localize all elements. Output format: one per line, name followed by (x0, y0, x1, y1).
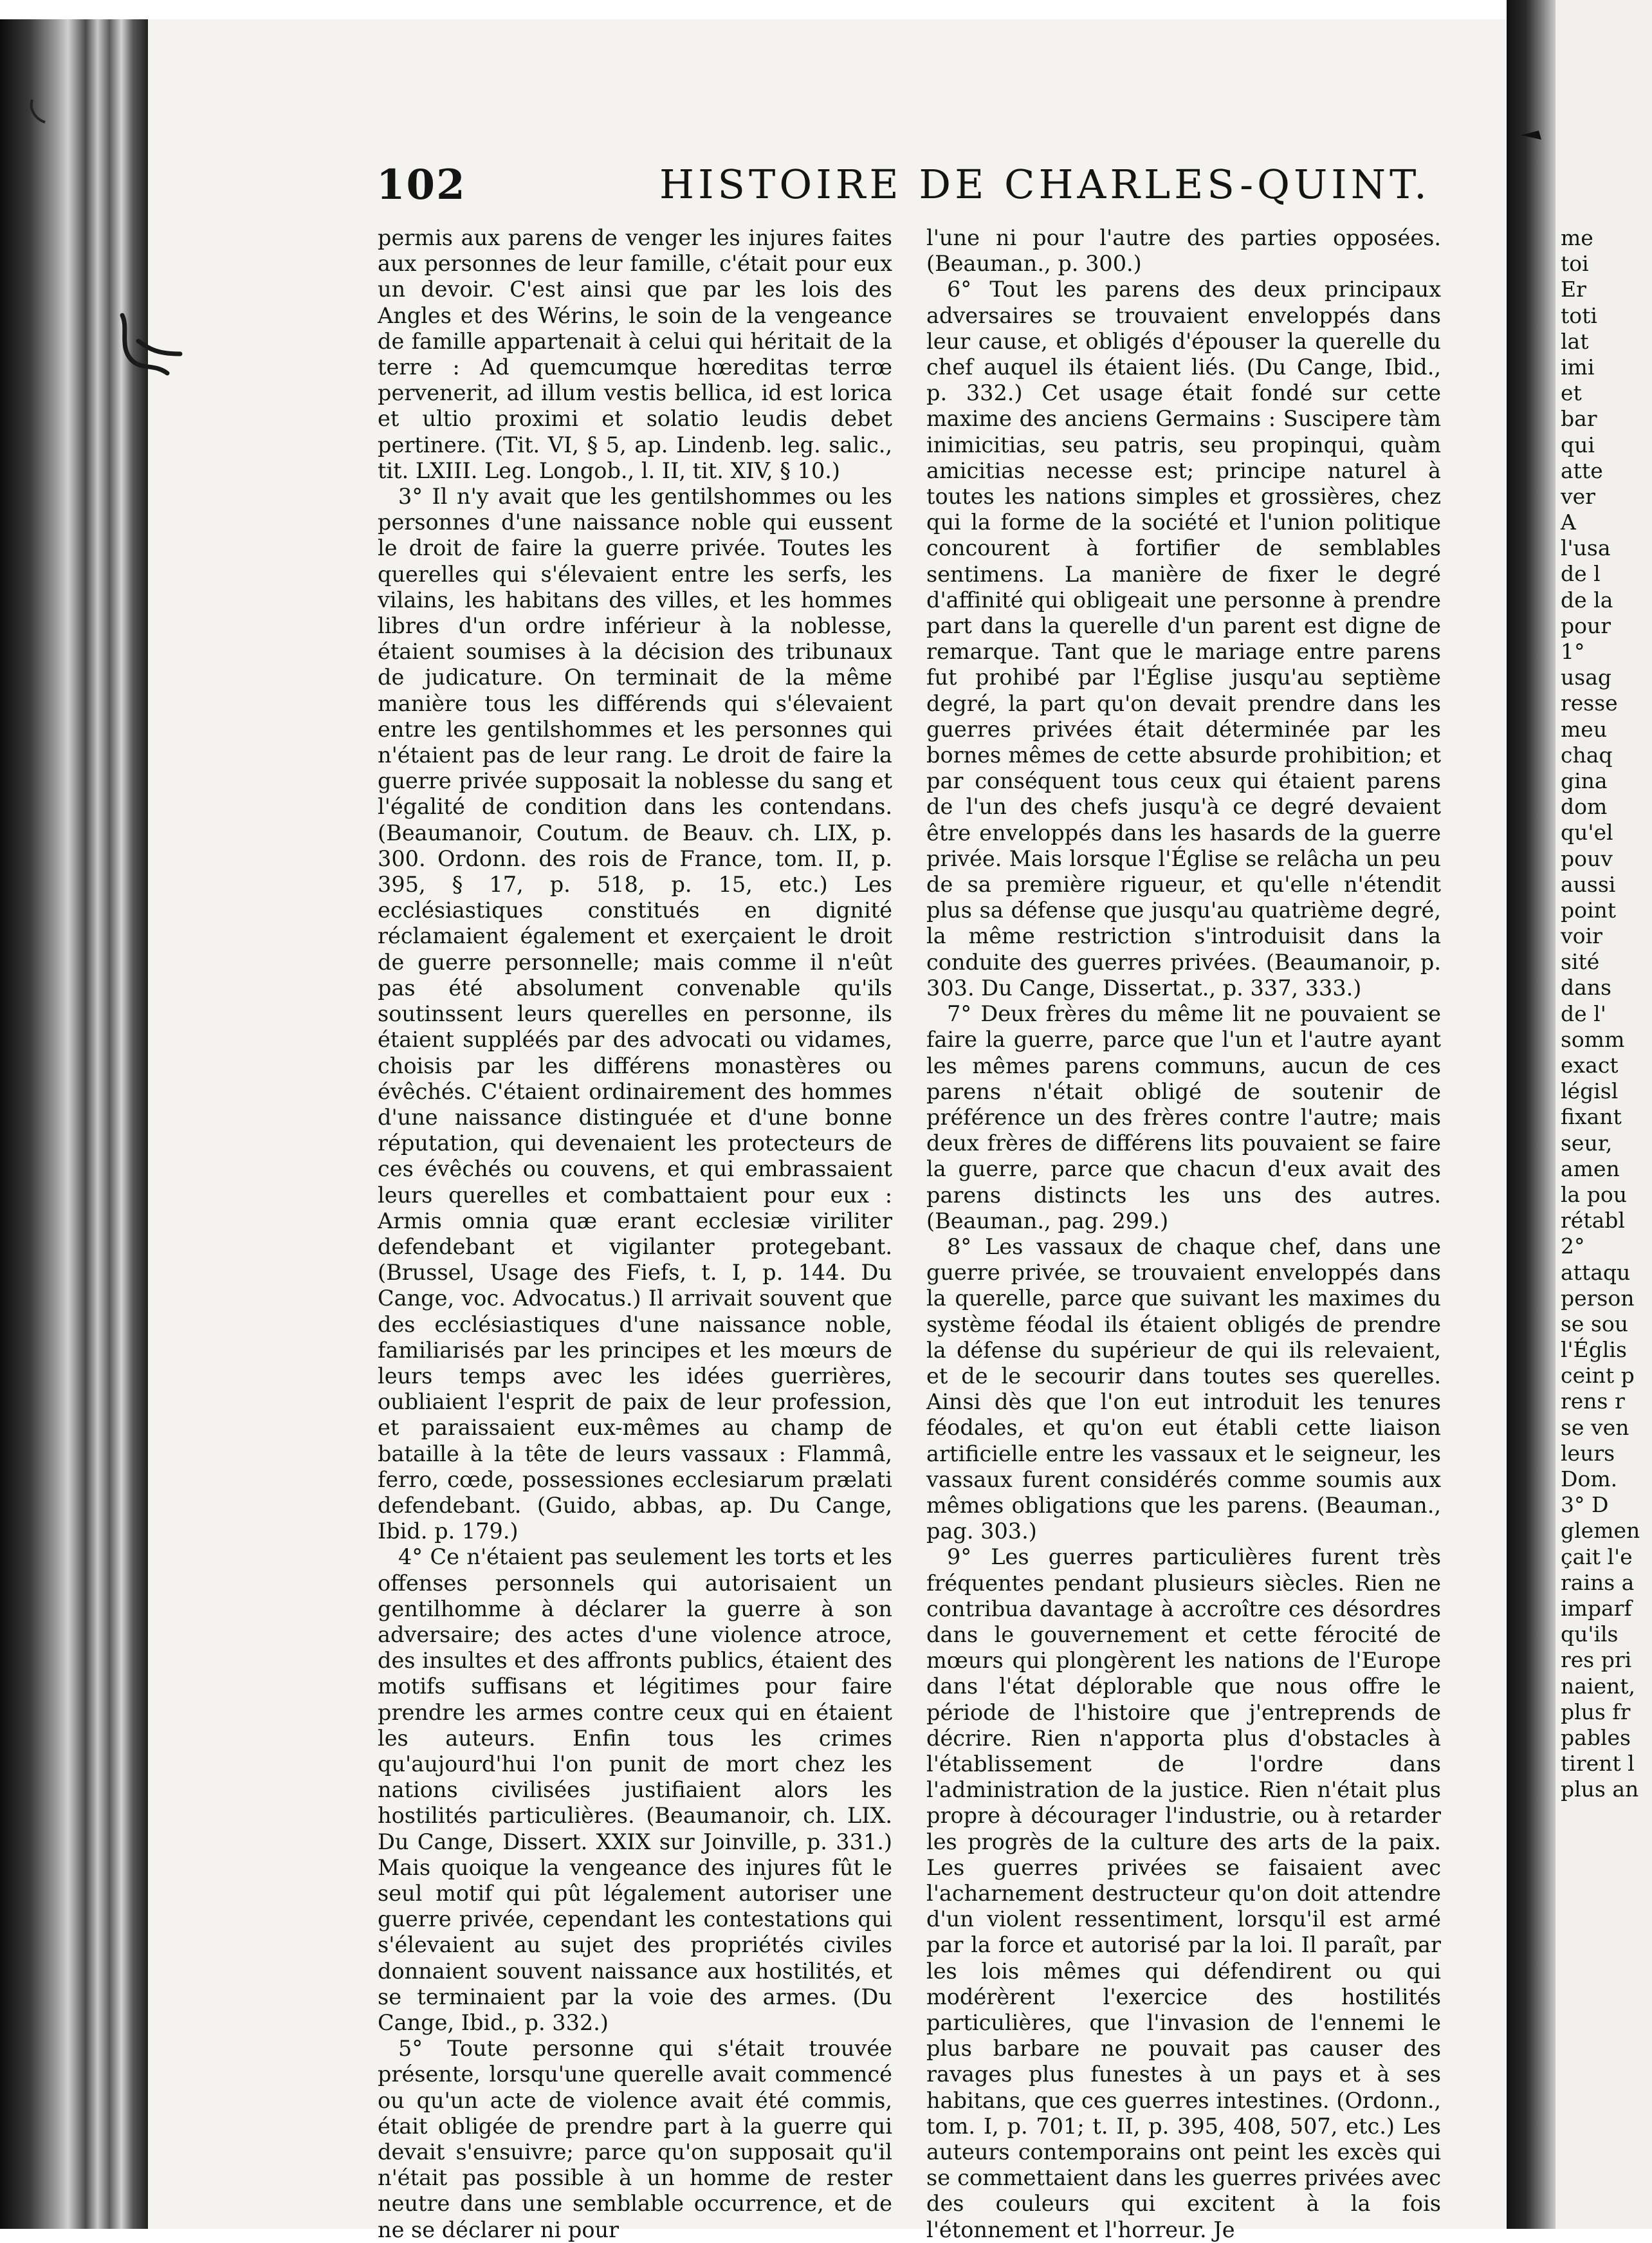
paragraph: 5° Toute personne qui s'était trouvée présente, lorsqu'une querelle avait commencé ou qu'un acte de violence avait été commis, était obligée de prendre part à la guerre qui devait s'ensuivre; parce qu'on supposait qu'il n'était pas possible à un homme de rester neutre dans une semblable occurrence, et de ne se déclarer ni pour (378, 2036, 892, 2242)
facing-page-fragment: sité (1561, 949, 1600, 975)
facing-page-fragment: person (1561, 1285, 1635, 1311)
facing-page-fragment: çait l'e (1561, 1544, 1633, 1569)
facing-page-fragment: plus an (1561, 1777, 1639, 1802)
facing-page-fragment: attaqu (1561, 1259, 1631, 1285)
facing-page-fragment: res pri (1561, 1647, 1632, 1673)
facing-page (1556, 0, 1652, 2229)
facing-page-fragment: toi (1561, 251, 1589, 277)
facing-page-fragment: toti (1561, 302, 1597, 328)
facing-page-fragment: se ven (1561, 1414, 1629, 1440)
facing-page-fragment: qu'el (1561, 820, 1613, 845)
running-header (376, 161, 1451, 219)
facing-page-fragment: 1° (1561, 639, 1585, 664)
margin-ink-mark-small (26, 97, 51, 129)
book-title: HISTOIRE DE CHARLES-QUINT. (659, 161, 1431, 208)
facing-page-fragment: bar (1561, 406, 1597, 432)
facing-page-fragment: de l' (1561, 1001, 1606, 1026)
facing-page-fragment: pouv (1561, 845, 1613, 871)
margin-ink-mark (103, 302, 199, 392)
paragraph: 4° Ce n'étaient pas seulement les torts et les offenses personnels qui autorisaient un gentilhomme à déclarer la guerre à son adversaire; des actes d'une violence atroce, des insultes et des affronts publics, étaient des motifs suffisans et légitimes pour faire prendre les armes contre ceux qui en étaient les auteurs. Enfin tous les crimes qu'aujourd'hui l'on punit de mort chez les nations civilisées justifiaient alors les hostilités particulières. (Beaumanoir, ch. LIX. Du Cange, Dissert. XXIX sur Joinville, p. 331.) Mais quoique la vengeance des injures fût le seul motif qui pût légalement autoriser une guerre privée, cependant les contestations qui s'élevaient au sujet des propriétés civiles donnaient souvent naissance aux hostilités, et se terminaient par la voie des armes. (Du Cange, Ibid., p. 332.) (378, 1544, 892, 2036)
facing-page-fragment: se sou (1561, 1311, 1629, 1336)
facing-page-fragment: l'usa (1561, 535, 1611, 561)
right-text-column (926, 225, 1441, 2243)
facing-page-fragment: voir (1561, 923, 1602, 949)
facing-page-fragment: et (1561, 380, 1582, 406)
facing-page-fragment: A (1561, 510, 1576, 535)
facing-page-fragment: l'Églis (1561, 1337, 1627, 1363)
facing-page-fragment: pour (1561, 613, 1611, 638)
paragraph: 9° Les guerres particulières furent très fréquentes pendant plusieurs siècles. Rien ne contribua davantage à accroître ces désordres dans le gouvernement et cette férocité de mœurs qui plongèrent les nations de l'Europe dans l'état déplorable que nous offre le période de l'histoire que j'entreprends de décrire. Rien n'apporta plus d'obstacles à l'établissement de l'ordre dans l'administration de la justice. Rien n'était plus propre à décourager l'industrie, ou à retarder les progrès de la culture des arts de la paix. Les guerres privées se faisaient avec l'acharnement destructeur qu'on doit attendre d'un violent ressentiment, lorsqu'il est armé par la force et autorisé par la loi. Il paraît, par les lois mêmes qui défendirent ou qui modérèrent l'exercice des hostilités particulières, que l'invasion de l'ennemi le plus barbare ne pouvait pas causer des ravages plus funestes à un pays et à ses habitans, que ces guerres intestines. (Ordonn., tom. I, p. 701; t. II, p. 395, 408, 507, etc.) Les auteurs contemporains ont peint les excès qui se commettaient dans les guerres privées avec des couleurs qui excitent à la fois l'étonnement et l'horreur. Je (926, 1544, 1441, 2242)
facing-page-fragment: ceint p (1561, 1363, 1635, 1389)
facing-page-fragment: seur, (1561, 1130, 1613, 1156)
facing-page-fragment: qui (1561, 432, 1595, 457)
facing-page-fragment: meu (1561, 716, 1608, 742)
facing-page-fragment: lat (1561, 328, 1589, 354)
facing-page-fragment: atte (1561, 457, 1603, 483)
facing-page-fragment: législ (1561, 1078, 1619, 1104)
facing-page-fragment: me (1561, 225, 1593, 250)
facing-page-fragment: rens r (1561, 1389, 1625, 1414)
facing-page-fragment: 2° (1561, 1233, 1585, 1259)
facing-page-fragment: dans (1561, 975, 1611, 1001)
facing-page-fragment: fixant (1561, 1104, 1622, 1130)
book-gutter (1507, 0, 1556, 2229)
facing-page-fragment: imi (1561, 354, 1595, 380)
facing-page-fragment: usag (1561, 665, 1611, 690)
corner-mark-icon (1519, 125, 1545, 145)
facing-page-fragment: ver (1561, 483, 1595, 509)
facing-page-fragment: resse (1561, 690, 1618, 716)
facing-page-fragment: somm (1561, 1026, 1625, 1052)
paragraph: 8° Les vassaux de chaque chef, dans une guerre privée, se trouvaient enveloppés dans la querelle, parce que suivant les maximes du système féodal ils étaient obligés de prendre la défense du supérieur de qui ils relevaient, et de le secourir dans toutes ses querelles. Ainsi dès que l'on eut introduit les tenures féodales, et qu'on eut établi cette liaison artificielle entre les vassaux et le seigneur, les vassaux furent considérés comme soumis aux mêmes obligations que les parens. (Beauman., pag. 303.) (926, 1233, 1441, 1544)
facing-page-fragment: de l (1561, 561, 1601, 587)
facing-page-fragment: point (1561, 897, 1617, 923)
facing-page-fragment: Dom. (1561, 1466, 1618, 1491)
facing-page-fragment: Er (1561, 277, 1586, 302)
facing-page-fragment: naient, (1561, 1673, 1636, 1699)
facing-page-fragment: la pou (1561, 1181, 1627, 1207)
facing-page-fragment: aussi (1561, 871, 1616, 897)
facing-page-fragment: gina (1561, 768, 1608, 793)
facing-page-fragment: 3° D (1561, 1492, 1609, 1518)
facing-page-fragment: de la (1561, 587, 1613, 613)
facing-page-fragment: amen (1561, 1156, 1620, 1181)
facing-page-fragment: rétabl (1561, 1208, 1625, 1233)
paragraph: 6° Tout les parens des deux principaux adversaires se trouvaient enveloppés dans leur cause, et obligés d'épouser la querelle du chef auquel ils étaient liés. (Du Cange, Ibid., p. 332.) Cet usage était fondé sur cette maxime des anciens Germains : Suscipere tàm inimicitias, seu patris, seu propinqui, quàm amicitias necesse est; principe naturel à toutes les nations simples et grossières, chez qui la forme de la société et l'union politique concourent à fortifier de semblables sentimens. La manière de fixer le degré d'affinité qui obligeait une personne à prendre part dans la querelle d'un parent est digne de remarque. Tant que le mariage entre parens fut prohibé par l'Église jusqu'au septième degré, la part qu'on devait prendre dans les guerres privées était déterminée par les bornes mêmes de cette absurde prohibition; et par conséquent tous ceux qui étaient parens de l'un des chefs jusqu'à ce degré devaient être enveloppés dans les hasards de la guerre privée. Mais lorsque l'Église se relâcha un peu de sa première rigueur, et qu'elle n'étendit plus sa défense que jusqu'au quatrième degré, la même restriction s'introduisit dans la conduite des guerres privées. (Beaumanoir, p. 303. Du Cange, Dissertat., p. 337, 333.) (926, 277, 1441, 1001)
left-text-column (378, 225, 892, 2243)
facing-page-text (1561, 225, 1652, 1802)
facing-page-fragment: plus fr (1561, 1699, 1631, 1724)
facing-page-fragment: chaq (1561, 742, 1613, 768)
facing-page-fragment: imparf (1561, 1595, 1632, 1621)
paragraph: 7° Deux frères du même lit ne pouvaient se faire la guerre, parce que l'un et l'autre ayant les mêmes parens communs, aucun de ces parens n'était obligé de soutenir de préférence un des frères contre l'autre; mais deux frères de différens lits pouvaient se faire la guerre, parce que chacun d'eux avait des parens distincts les uns des autres. (Beauman., pag. 299.) (926, 1001, 1441, 1233)
paragraph: l'une ni pour l'autre des parties opposées. (Beauman., p. 300.) (926, 225, 1441, 277)
facing-page-fragment: rains a (1561, 1569, 1635, 1595)
facing-page-fragment: qu'ils (1561, 1621, 1619, 1647)
paragraph: 3° Il n'y avait que les gentilshommes ou les personnes d'une naissance noble qui eussent le droit de faire la guerre privée. Toutes les querelles qui s'élevaient entre les serfs, les vilains, les habitans des villes, et les hommes libres d'un ordre inférieur à la noblesse, étaient soumises à la décision des tribunaux de judicature. On terminait de la même manière tous les différends qui s'élevaient entre les gentilshommes et les personnes qui n'étaient pas de leur rang. Le droit de faire la guerre privée supposait la noblesse du sang et l'égalité de condition dans les contendans. (Beaumanoir, Coutum. de Beauv. ch. LIX, p. 300. Ordonn. des rois de France, tom. II, p. 395, § 17, p. 518, p. 15, etc.) Les ecclésiastiques constitués en dignité réclamaient également et exerçaient le droit de guerre personnelle; mais comme il n'eût pas été absolument convenable qu'ils soutinssent leurs querelles en personne, ils étaient suppléés par des advocati ou vidames, choisis par les différens monastères ou évêchés. C'étaient ordinairement des hommes d'une naissance distinguée et d'une bonne réputation, qui devenaient les protecteurs de ces évêchés ou couvens, et qui embrassaient leurs querelles et combattaient pour eux : Armis omnia quæ erant ecclesiæ viriliter defendebant et vigilanter protegebant. (Brussel, Usage des Fiefs, t. I, p. 144. Du Cange, voc. Advocatus.) Il arrivait souvent que des ecclésiastiques d'une naissance noble, familiarisés par les principes et les mœurs de leurs temps avec les idées guerrières, oubliaient l'esprit de paix de leur profession, et paraissaient eux-mêmes au champ de bataille à la tête de leurs vassaux : Flammâ, ferro, cœde, possessiones ecclesiarum prælati defendebant. (Guido, abbas, ap. Du Cange, Ibid. p. 179.) (378, 484, 892, 1544)
facing-page-fragment: leurs (1561, 1440, 1615, 1466)
paragraph: permis aux parens de venger les injures faites aux personnes de leur famille, c'était pour eux un devoir. C'est ainsi que par les lois des Angles et des Wérins, le soin de la vengeance de famille appartenait à celui qui héritait de la terre : Ad quemcumque hœreditas terrœ pervenerit, ad illum vestis bellica, id est lorica et ultio proximi et solatio leudis debet pertinere. (Tit. VI, § 5, ap. Lindenb. leg. salic., tit. LXIII. Leg. Longob., l. II, tit. XIV, § 10.) (378, 225, 892, 483)
page-number: 102 (376, 161, 466, 209)
facing-page-fragment: tirent l (1561, 1751, 1635, 1777)
facing-page-fragment: exact (1561, 1053, 1619, 1078)
facing-page-fragment: dom (1561, 794, 1608, 820)
facing-page-fragment: glemen (1561, 1518, 1640, 1544)
facing-page-fragment: pables (1561, 1724, 1631, 1750)
